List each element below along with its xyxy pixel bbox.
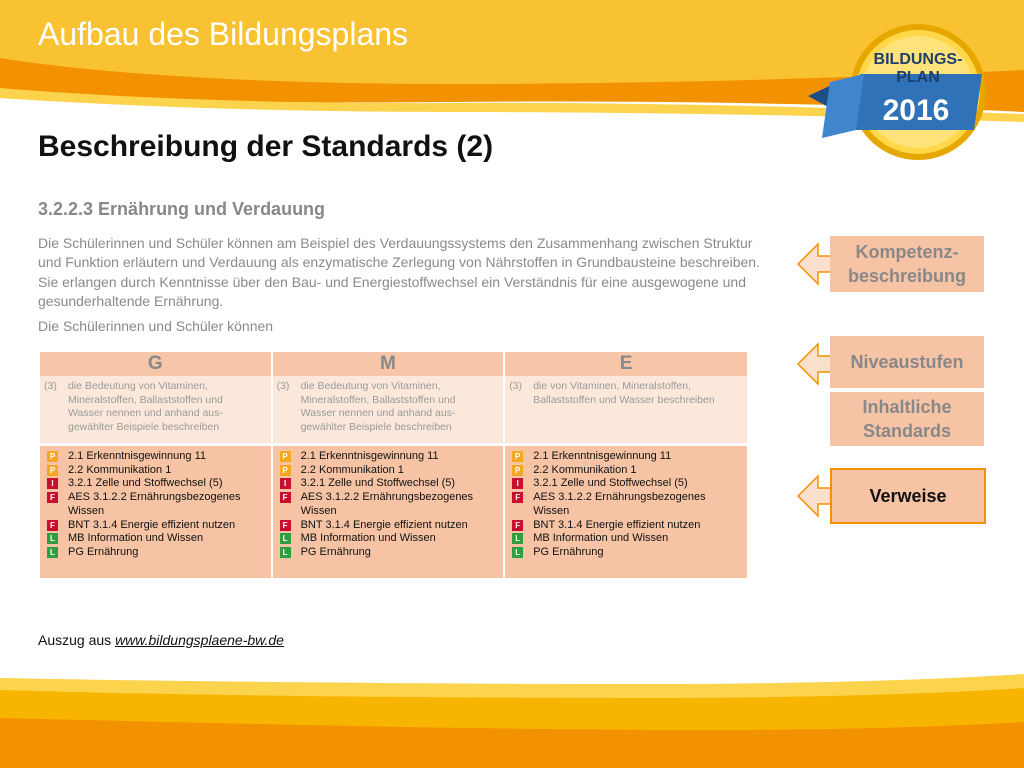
sidebar-inhaltliche-standards: Inhaltliche Standards (830, 392, 984, 446)
source-note (38, 632, 284, 648)
reference-tag: F (512, 520, 523, 531)
reference-item (46, 519, 265, 533)
lead-sentence: Die Schülerinnen und Schüler können (38, 318, 274, 334)
reference-tag: L (512, 547, 523, 558)
sidebar-verweise: Verweise (830, 468, 986, 524)
badge-logo (800, 22, 1000, 162)
level-e-header: E (505, 352, 747, 376)
reference-tag: F (47, 520, 58, 531)
reference-item (279, 477, 498, 491)
level-g-header: G (40, 352, 271, 376)
standard-text: die von Vitaminen, Mineralstoffen, Ballaststoffen und Wasser beschreiben (533, 380, 715, 406)
references-cell-e (505, 443, 747, 578)
reference-item (511, 532, 741, 546)
reference-text: 2.1 Erkenntnisgewinnung 11 (68, 450, 207, 462)
reference-text: 3.2.1 Zelle und Stoffwechsel (5) (533, 477, 688, 490)
reference-item (46, 450, 265, 464)
reference-tag: F (512, 492, 523, 503)
reference-tag: P (47, 465, 58, 476)
reference-text: AES 3.1.2.2 Ernährungsbezogenes Wissen (68, 491, 241, 517)
reference-item (46, 532, 265, 546)
reference-text: AES 3.1.2.2 Ernährungsbezogenes Wissen (533, 491, 706, 517)
reference-text: 2.2 Kommunikation 1 (300, 463, 404, 476)
reference-item (279, 519, 498, 533)
reference-text: 2.1 Erkenntnisgewinnung 11 (533, 450, 672, 462)
reference-text: PG Ernährung (300, 545, 371, 558)
reference-text: BNT 3.1.4 Energie effizient nutzen (68, 518, 236, 531)
standards-table (38, 352, 749, 578)
reference-tag: L (512, 533, 523, 544)
reference-item (511, 464, 741, 478)
reference-text: MB Information und Wissen (533, 532, 669, 545)
bildungsplan-badge (800, 22, 1000, 162)
reference-text: AES 3.1.2.2 Ernährungsbezogenes Wissen (300, 491, 474, 517)
reference-tag: I (47, 478, 58, 489)
reference-item (511, 519, 741, 533)
reference-tag: I (512, 478, 523, 489)
reference-tag: L (47, 547, 58, 558)
reference-text: BNT 3.1.4 Energie effizient nutzen (533, 518, 701, 531)
standard-text: die Bedeutung von Vitaminen, Mineralstoffen, Ballaststoffen und Wasser nennen und anhand aus-gewählter Beispiele beschreiben (68, 380, 223, 433)
reference-tag: P (512, 451, 523, 462)
sidebar-niveaustufen: Niveaustufen (830, 336, 984, 388)
reference-tag: F (47, 492, 58, 503)
reference-text: 3.2.1 Zelle und Stoffwechsel (5) (300, 477, 456, 490)
level-header-row (40, 352, 747, 376)
reference-item (279, 491, 498, 518)
reference-text: 2.2 Kommunikation 1 (68, 463, 172, 476)
reference-tag: L (280, 547, 291, 558)
reference-tag: F (280, 520, 291, 531)
standard-number: (3) (276, 380, 290, 392)
reference-tag: L (280, 533, 291, 544)
standard-cell-g (40, 376, 271, 443)
reference-item (279, 464, 498, 478)
standard-number: (3) (44, 380, 57, 392)
reference-text: 2.2 Kommunikation 1 (533, 463, 637, 476)
slide-subtitle: Beschreibung der Standards (2) (38, 130, 494, 163)
references-row (40, 443, 747, 578)
reference-tag: I (280, 478, 291, 489)
reference-text: 2.1 Erkenntnisgewinnung 11 (300, 450, 439, 462)
reference-item (46, 464, 265, 478)
reference-text: MB Information und Wissen (68, 532, 204, 545)
reference-text: PG Ernährung (533, 545, 604, 558)
reference-tag: P (280, 465, 291, 476)
sidebar-kompetenzbeschreibung: Kompetenz- beschreibung (830, 236, 984, 292)
reference-item (511, 491, 741, 518)
reference-item (279, 546, 498, 560)
source-prefix: Auszug aus (38, 632, 116, 648)
header-title: Aufbau des Bildungsplans (38, 16, 409, 52)
section-heading: 3.2.2.3 Ernährung und Verdauung (38, 199, 326, 219)
source-link[interactable]: www.bildungsplaene-bw.de (115, 632, 284, 648)
standard-cell-e (505, 376, 747, 443)
reference-item (511, 477, 741, 491)
reference-item (46, 546, 265, 560)
reference-text: 3.2.1 Zelle und Stoffwechsel (5) (68, 477, 223, 490)
competence-description: Die Schülerinnen und Schüler können am Beispiel des Verdauungssystems den Zusammenhang zwischen Struktur und Funktion erläutern und Verdauung als enzymatische Zerlegung von Nährstoffen in Grundbausteine beschreiben. Sie erlangen durch Kenntnisse über den Bau- und Energiestoffwechsel ein Verständnis für eine ausgewogene und gesunderhaltende Ernährung. (38, 235, 760, 309)
reference-tag: P (47, 451, 58, 462)
reference-tag: P (512, 465, 523, 476)
references-cell-g (40, 443, 271, 578)
references-cell-m (273, 443, 504, 578)
reference-item (46, 491, 265, 518)
badge-line1: BILDUNGS- (873, 51, 963, 68)
reference-text: PG Ernährung (68, 545, 139, 558)
level-m-header: M (273, 352, 504, 376)
standard-cell-m (273, 376, 504, 443)
reference-text: BNT 3.1.4 Energie effizient nutzen (300, 518, 468, 531)
badge-year: 2016 (882, 94, 950, 127)
standard-text: die Bedeutung von Vitaminen, Mineralstoffen, Ballaststoffen und Wasser nennen und anhand aus-gewählter Beispiele beschreiben (300, 380, 456, 433)
reference-item (511, 546, 741, 560)
reference-item (511, 450, 741, 464)
reference-tag: L (47, 533, 58, 544)
standard-number: (3) (509, 380, 523, 392)
reference-tag: F (280, 492, 291, 503)
reference-tag: P (280, 451, 291, 462)
bottom-wave (0, 660, 1024, 768)
standards-row (40, 376, 747, 443)
reference-item (46, 477, 265, 491)
reference-item (279, 450, 498, 464)
reference-item (279, 532, 498, 546)
badge-line2: PLAN (896, 69, 940, 86)
reference-text: MB Information und Wissen (300, 532, 436, 545)
